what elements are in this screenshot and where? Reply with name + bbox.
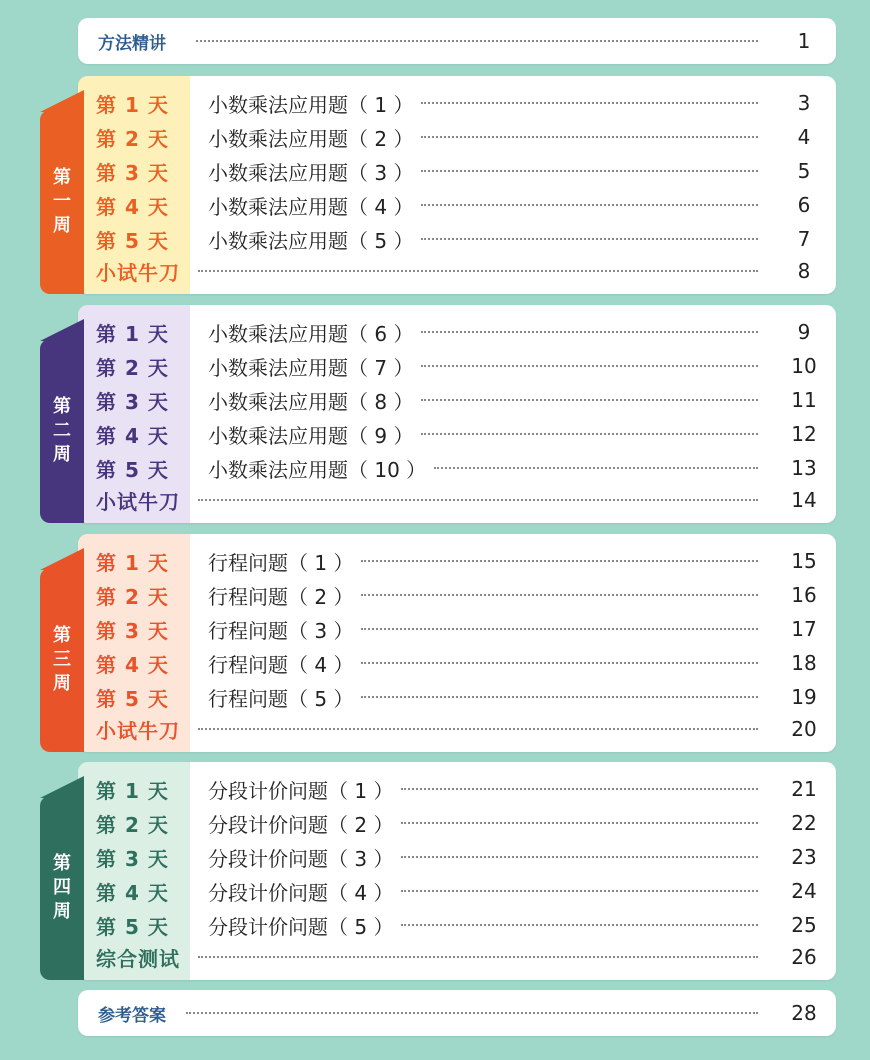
toc-method-card <box>78 18 836 64</box>
toc-row[interactable] <box>78 806 836 840</box>
page-number: 28 <box>791 1001 817 1025</box>
day-label: 小试牛刀 <box>96 718 180 743</box>
leader-dots <box>361 560 758 562</box>
method-title: 方法精讲 <box>98 33 166 54</box>
week-tab-char: 第 <box>53 167 71 188</box>
toc-row[interactable] <box>78 86 836 120</box>
tab-notch <box>40 90 84 112</box>
day-label: 第 2 天 <box>96 584 169 609</box>
page-number: 23 <box>791 845 817 869</box>
leader-dots <box>421 433 758 435</box>
toc-row[interactable] <box>78 680 836 714</box>
page-number: 25 <box>791 913 817 937</box>
lesson-title: 小数乘法应用题（ 10 ） <box>208 457 427 482</box>
toc-row[interactable] <box>78 383 836 417</box>
lesson-title: 小数乘法应用题（ 7 ） <box>208 355 414 380</box>
day-label: 第 5 天 <box>96 457 169 482</box>
day-label: 第 1 天 <box>96 92 169 117</box>
page-number: 3 <box>797 91 811 115</box>
week-tab-char: 二 <box>53 420 71 441</box>
toc-row[interactable] <box>78 712 836 746</box>
week-tab <box>40 110 84 294</box>
page-number: 10 <box>791 354 817 378</box>
toc-row[interactable] <box>78 417 836 451</box>
day-label: 第 2 天 <box>96 812 169 837</box>
toc-row[interactable] <box>78 908 836 942</box>
leader-dots <box>198 499 758 501</box>
leader-dots <box>401 890 758 892</box>
page-number: 4 <box>797 125 811 149</box>
page-number: 14 <box>791 488 817 512</box>
page-number: 16 <box>791 583 817 607</box>
toc-row[interactable] <box>78 646 836 680</box>
toc-row[interactable] <box>78 254 836 288</box>
leader-dots <box>361 662 758 664</box>
page-number: 22 <box>791 811 817 835</box>
day-label: 第 1 天 <box>96 321 169 346</box>
toc-answers-row[interactable] <box>78 990 836 1036</box>
week-card <box>78 762 836 980</box>
lesson-title: 小数乘法应用题（ 5 ） <box>208 228 414 253</box>
toc-row[interactable] <box>78 840 836 874</box>
day-label: 小试牛刀 <box>96 489 180 514</box>
lesson-title: 行程问题（ 1 ） <box>208 550 354 575</box>
page-number: 6 <box>797 193 811 217</box>
leader-dots <box>434 467 758 469</box>
page-number: 19 <box>791 685 817 709</box>
day-label: 第 5 天 <box>96 228 169 253</box>
page-number: 7 <box>797 227 811 251</box>
day-label: 第 4 天 <box>96 423 169 448</box>
page-number: 18 <box>791 651 817 675</box>
day-label: 第 3 天 <box>96 389 169 414</box>
leader-dots <box>196 40 758 42</box>
lesson-title: 小数乘法应用题（ 6 ） <box>208 321 414 346</box>
week-tab-char: 周 <box>53 215 71 236</box>
toc-answers-card <box>78 990 836 1036</box>
day-label: 第 4 天 <box>96 880 169 905</box>
leader-dots <box>401 822 758 824</box>
lesson-title: 分段计价问题（ 5 ） <box>208 914 394 939</box>
leader-dots <box>361 628 758 630</box>
week-card <box>78 76 836 294</box>
toc-row[interactable] <box>78 154 836 188</box>
day-label: 第 2 天 <box>96 126 169 151</box>
lesson-title: 小数乘法应用题（ 2 ） <box>208 126 414 151</box>
page-number: 8 <box>797 259 811 283</box>
page-number: 11 <box>791 388 817 412</box>
toc-row[interactable] <box>78 451 836 485</box>
toc-row[interactable] <box>78 188 836 222</box>
toc-row[interactable] <box>78 483 836 517</box>
leader-dots <box>421 102 758 104</box>
lesson-title: 小数乘法应用题（ 1 ） <box>208 92 414 117</box>
toc-row[interactable] <box>78 544 836 578</box>
lesson-title: 小数乘法应用题（ 9 ） <box>208 423 414 448</box>
toc-row[interactable] <box>78 349 836 383</box>
lesson-title: 小数乘法应用题（ 4 ） <box>208 194 414 219</box>
week-tab-char: 第 <box>53 625 71 646</box>
leader-dots <box>421 170 758 172</box>
lesson-title: 分段计价问题（ 4 ） <box>208 880 394 905</box>
leader-dots <box>198 270 758 272</box>
day-label: 综合测试 <box>96 946 180 971</box>
lesson-title: 小数乘法应用题（ 8 ） <box>208 389 414 414</box>
lesson-title: 行程问题（ 5 ） <box>208 686 354 711</box>
toc-row[interactable] <box>78 222 836 256</box>
toc-row[interactable] <box>78 940 836 974</box>
lesson-title: 分段计价问题（ 1 ） <box>208 778 394 803</box>
leader-dots <box>421 238 758 240</box>
lesson-title: 行程问题（ 4 ） <box>208 652 354 677</box>
week-tab-char: 三 <box>53 649 71 670</box>
week-tab-char: 一 <box>53 191 71 212</box>
leader-dots <box>198 728 758 730</box>
week-tab-char: 四 <box>53 877 71 898</box>
week-tab-char: 周 <box>53 673 71 694</box>
leader-dots <box>401 788 758 790</box>
week-tab-char: 第 <box>53 396 71 417</box>
leader-dots <box>421 136 758 138</box>
page-number: 26 <box>791 945 817 969</box>
day-label: 第 1 天 <box>96 550 169 575</box>
page-number: 20 <box>791 717 817 741</box>
day-label: 第 5 天 <box>96 914 169 939</box>
day-label: 第 1 天 <box>96 778 169 803</box>
day-label: 第 2 天 <box>96 355 169 380</box>
day-label: 第 3 天 <box>96 618 169 643</box>
page-number: 13 <box>791 456 817 480</box>
day-label: 第 4 天 <box>96 652 169 677</box>
lesson-title: 分段计价问题（ 2 ） <box>208 812 394 837</box>
leader-dots <box>421 204 758 206</box>
page-number: 21 <box>791 777 817 801</box>
leader-dots <box>401 924 758 926</box>
page-number: 5 <box>797 159 811 183</box>
day-label: 第 3 天 <box>96 160 169 185</box>
day-label: 第 4 天 <box>96 194 169 219</box>
lesson-title: 小数乘法应用题（ 3 ） <box>208 160 414 185</box>
page-number: 24 <box>791 879 817 903</box>
week-card <box>78 305 836 523</box>
answers-title: 参考答案 <box>98 1005 166 1026</box>
leader-dots <box>421 331 758 333</box>
leader-dots <box>421 399 758 401</box>
toc-row[interactable] <box>78 315 836 349</box>
week-tab <box>40 568 84 752</box>
page-number: 15 <box>791 549 817 573</box>
page-number: 17 <box>791 617 817 641</box>
week-tab-char: 周 <box>53 444 71 465</box>
toc-row[interactable] <box>78 874 836 908</box>
leader-dots <box>198 956 758 958</box>
week-tab <box>40 796 84 980</box>
toc-method-row[interactable] <box>78 18 836 64</box>
toc-row[interactable] <box>78 120 836 154</box>
leader-dots <box>361 696 758 698</box>
day-label: 小试牛刀 <box>96 260 180 285</box>
toc-row[interactable] <box>78 578 836 612</box>
leader-dots <box>401 856 758 858</box>
week-tab <box>40 339 84 523</box>
lesson-title: 分段计价问题（ 3 ） <box>208 846 394 871</box>
week-tab-char: 第 <box>53 853 71 874</box>
lesson-title: 行程问题（ 2 ） <box>208 584 354 609</box>
page-number: 12 <box>791 422 817 446</box>
toc-row[interactable] <box>78 612 836 646</box>
leader-dots <box>421 365 758 367</box>
lesson-title: 行程问题（ 3 ） <box>208 618 354 643</box>
toc-row[interactable] <box>78 772 836 806</box>
day-label: 第 5 天 <box>96 686 169 711</box>
page-number: 9 <box>797 320 811 344</box>
day-label: 第 3 天 <box>96 846 169 871</box>
week-tab-char: 周 <box>53 901 71 922</box>
leader-dots <box>186 1012 758 1014</box>
week-card <box>78 534 836 752</box>
page-number: 1 <box>797 29 811 53</box>
leader-dots <box>361 594 758 596</box>
